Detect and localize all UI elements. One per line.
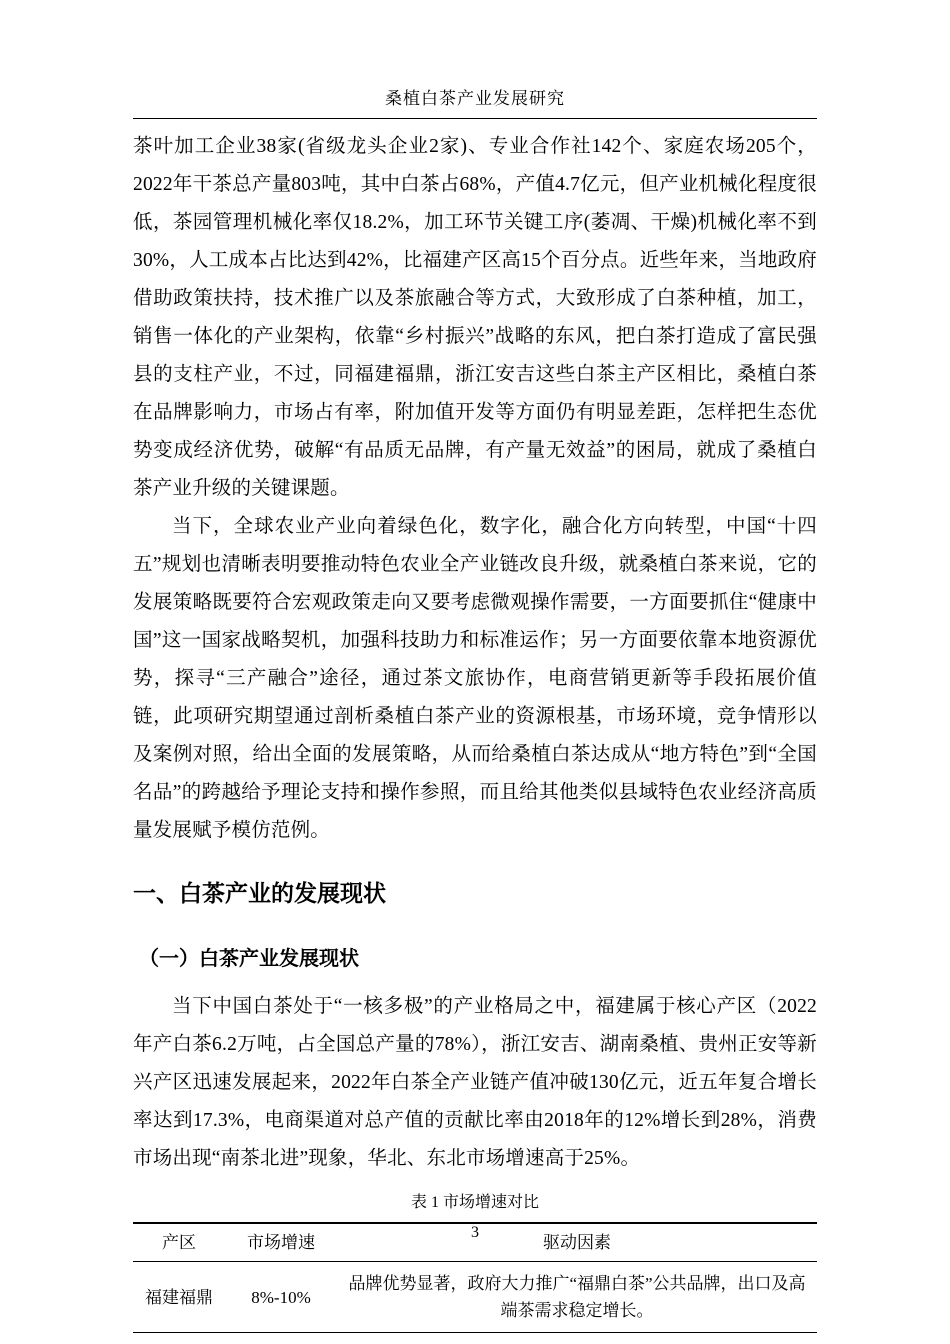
paragraph: 当下，全球农业产业向着绿色化，数字化，融合化方向转型，中国“十四五”规划也清晰表明要推动特色农业全产业链改良升级，就桑植白茶来说，它的发展策略既要符合宏观政策走向又要考虑微观操作需要，一方面要抓住“健康中国”这一国家战略契机，加强科技助力和标准运作；另一方面要依靠本地资源优势，探寻“三产融合”途径，通过茶文旅协作，电商营销更新等手段拓展价值链，此项研究期望通过剖析桑植白茶产业的资源根基，市场环境，竞争情形以及案例对照，给出全面的发展策略，从而给桑植白茶达成从“地方特色”到“全国名品”的跨越给予理论支持和操作参照，而且给其他类似县域特色农业经济高质量发展赋予模仿范例。 [133, 516, 817, 841]
cell-region: 福建福鼎 [133, 1262, 225, 1333]
column-header-driver: 驱动因素 [337, 1223, 817, 1262]
column-header-region: 产区 [133, 1223, 225, 1262]
cell-driver: 品牌优势显著，政府大力推广“福鼎白茶”公共品牌，出口及高端茶需求稳定增长。 [337, 1262, 817, 1333]
subsection-heading: （一）白茶产业发展现状 [139, 948, 359, 970]
page-header [133, 84, 817, 119]
header-title: 桑植白茶产业发展研究 [385, 89, 565, 108]
paragraph: 茶叶加工企业38家(省级龙头企业2家)、专业合作社142个、家庭农场205个，2022年干茶总产量803吨，其中白茶占68%，产值4.7亿元，但产业机械化程度很低，茶园管理机械化率仅18.2%，加工环节关键工序(萎凋、干燥)机械化率不到30%，人工成本占比达到42%，比福建产区高15个百分点。近些年来，当地政府借助政策扶持，技术推广以及茶旅融合等方式，大致形成了白茶种植，加工，销售一体化的产业架构，依靠“乡村振兴”战略的东风，把白茶打造成了富民强县的支柱产业，不过，同福建福鼎，浙江安吉这些白茶主产区相比，桑植白茶在品牌影响力，市场占有率，附加值开发等方面仍有明显差距，怎样把生态优势变成经济优势，破解“有品质无品牌，有产量无效益”的困局，就成了桑植白茶产业升级的关键课题。 [133, 136, 817, 499]
column-header-growth: 市场增速 [225, 1223, 337, 1262]
table-row [133, 1262, 817, 1333]
table-caption: 表 1 市场增速对比 [410, 1194, 539, 1211]
cell-growth: 8%-10% [225, 1262, 337, 1333]
paragraph: 当下中国白茶处于“一核多极”的产业格局之中，福建属于核心产区（2022年产白茶6.2万吨，占全国总产量的78%），浙江安吉、湖南桑植、贵州正安等新兴产区迅速发展起来，2022年白茶全产业链产值冲破130亿元，近五年复合增长率达到17.3%，电商渠道对总产值的贡献比率由2018年的12%增长到28%，消费市场出现“南茶北进”现象，华北、东北市场增速高于25%。 [133, 996, 817, 1169]
page-number: 3 [471, 1224, 479, 1241]
section-heading: 一、白茶产业的发展现状 [133, 880, 386, 906]
document-body [133, 118, 817, 1333]
